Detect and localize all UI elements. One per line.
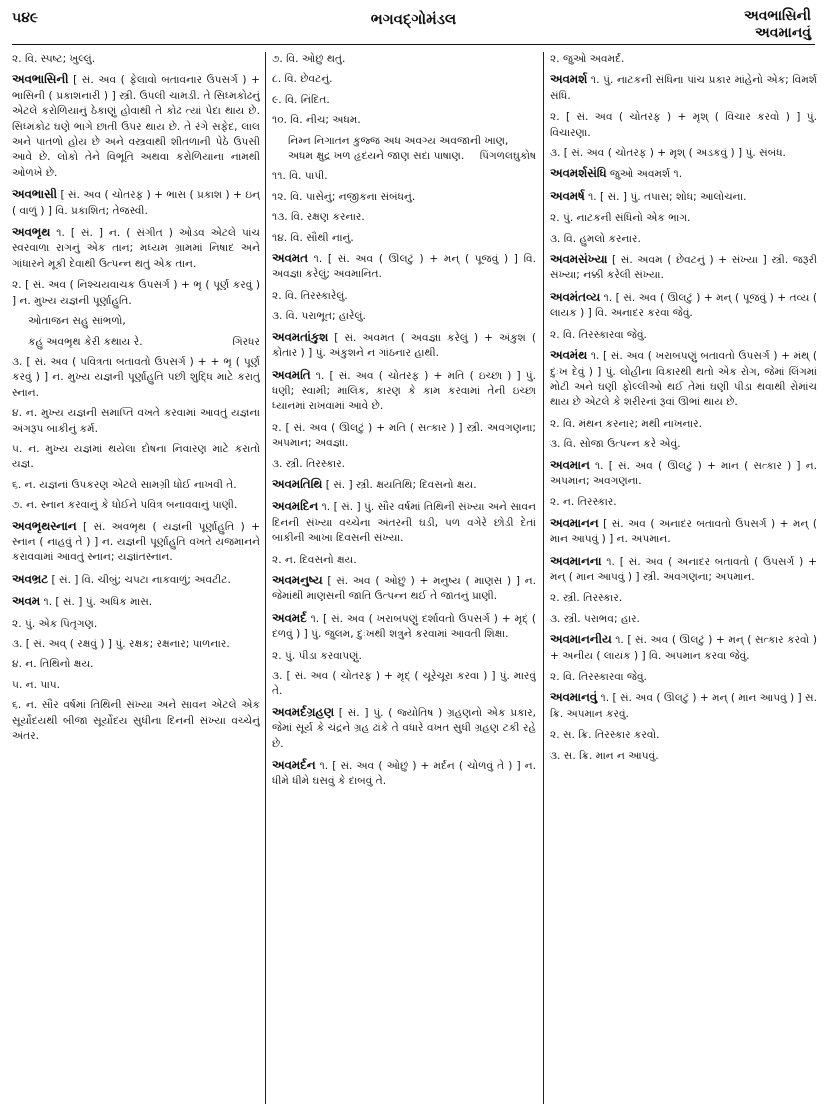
definition-text: ૧૩. વિ. રક્ષણ કરનાર. [272,211,365,224]
entry-sense [550,670,817,685]
definition-text: [ સં. અવમત ( અવજ્ઞા કરેલું ) + અંકુશ ( કોંતાર ) ] પું. અંકુશને ન ગાંઠનાર હાથી. [272,331,536,360]
column-left [12,52,260,1104]
entry-sense [12,657,260,672]
entry-sense [12,678,260,693]
entry-sense [272,649,536,664]
definition-text: ૨. વિ. સ્પષ્ટ; ખુલ્લું. [12,53,96,65]
definition-text: ૩. સ્ત્રી. તિરસ્કાર. [272,457,346,470]
quotation [12,314,260,329]
definition-text: [ સં. અવમ ( છેવટનું ) + સંખ્યા ] સ્ત્રી. જરૂરી સંખ્યા; નક્કી કરેલી સંખ્યા. [550,254,817,282]
definition-text: ૧. [ સં. અવ ( ચોતરફ ) + મતિ ( ઇચ્છા ) ] પું. ધણી; સ્વામી; માલિક, કારણ કે કામ કરવામાં તેની ઇચ્છા ધ્યાનમાં રાખવામાં આવે છે. [272,369,536,413]
entry-sense [550,146,817,161]
definition-text: ૧૪. વિ. સૌથી નાનું. [272,231,354,244]
entry-sense [272,113,536,128]
entry-sense [12,278,260,309]
guide-words [744,8,811,42]
headword: અવભૃથ [12,225,51,240]
entry-sense [12,698,260,744]
entry-sense [272,309,536,324]
headword: અવમ [12,594,41,609]
definition-text: ૩. વિ. હુમલો કરનાર. [550,232,641,245]
definition-text: [ સં. અવ ( ફેલાવો બતાવનાર ઉપસર્ગ ) + ભાસિની ( પ્રકાશનારી ) ] સ્ત્રી. ઉપલી ચામડી. તે સિધ્મકોઢનું એટલે કરોળિયાનું ઠેકાણું હોવાથી તે કોઢ ત્યાં પેદા થાય છે. સિધ્મકોઢ ઘણે ભાગે છાતી ઉપર થાય છે. તે રંગે સફેદ, લાલ અને પાતળો હોય છે અને વસ્ત્રવાથી શીતળાની પેઠે ઉપસી આવે છે. લોકો તેને વિભૂતિ અથવા કરોળિયાના નામથી ઓળખે છે. [12,74,260,179]
entry-sense [12,355,260,401]
entry-sense [12,478,260,493]
definition-text: ૧. [ સં. અવ ( ઊલટું ) + મન્ ( પૂજવું ) + તવ્ય ( લાયક ) ] વિ. અનાદર કરવા જેવું. [550,291,817,320]
definition-text: ૨. [ સં. અવ ( ચોતરફ ) + મૃશ્ ( વિચાર કરવો ) ] પું. વિચારણા. [550,111,817,139]
headword: અવભાસિની [12,72,69,87]
headword: અવમતાંકુશ [272,329,329,344]
entry-sense [550,211,817,226]
entry-sense [272,421,536,452]
definition-text: ૨. પું. નાટકની સંધિનો એક ભાગ. [550,212,691,225]
page-header [12,4,815,48]
definition-text: જુઓ અવમર્શ ૧. [609,168,683,181]
guide-word-last: અવમાનવું [755,25,811,41]
headword: અવમાન [550,457,590,472]
definition-text: ૨. ન. દિવસનો ક્ષય. [272,553,357,566]
definition-text: ૨. વિ. તિરસ્કારેલું. [272,289,348,302]
guide-word-first: અવભાસિની [743,8,811,24]
dictionary-entry [550,690,817,722]
definition-text: ૨. પું. એક પિતૃગણ. [12,617,98,630]
headword: અવમદિન [272,499,319,514]
definition-text: ૧. [ સં. અવ ( અનાદર બતાવતો ( ઉપસર્ગ ) + મન્ ( માન આપવું ) ] સ્ત્રી. અવગણના; અપમાન. [550,555,817,583]
headword: અવમર્દન [272,758,316,773]
headword: અવમર્દ [272,610,307,625]
headword: અવમનુષ્ય [272,572,323,587]
definition-text: ૨. સ્ત્રી. તિરસ્કાર. [550,592,623,605]
definition-text: ૧. પું. નાટકની સંધિના પાંચ પ્રકાર માંહેનો એક; વિમર્શ સંધિ. [550,74,817,102]
page-title: ભગવદ્ગોમંડલ [370,10,457,28]
dictionary-entry [550,348,817,411]
definition-text: [ સં. અવ ( ચોતરફ ) + ભાસ ( પ્રકાશ ) + ઇન્ ( વાળું ) ] વિ. પ્રકાશિત; તેજસ્વી. [12,189,260,217]
definition-text: ૨. [ સં. અવ ( ઊલટું ) + મતિ ( સત્કાર ) ] સ્ત્રી. અવગણના; અપમાન; અવજ્ઞા. [272,421,536,450]
headword: અવભૃથસ્નાન [12,518,77,533]
definition-text: ૧૨. વિ. પાસેનું; નજીકના સંબંધનું. [272,190,416,203]
dictionary-entry [550,252,817,284]
definition-text: ૧. [ સં. અવ ( ખરાબપણું દર્શાવતો ઉપસર્ગ ) + મૃદ્ ( દળવું ) ] પું. જુલમ, દુઃખથી શત્રુને કરવામાં આવતી શિક્ષા. [272,612,536,641]
definition-text: [ સં. ] સ્ત્રી. ક્ષયતિથિ; દિવસનો ક્ષય. [325,478,477,491]
dictionary-entry [12,572,260,588]
dictionary-entry [272,705,536,752]
definition-text: ૯. વિ. નિંદિત. [272,93,330,106]
dictionary-entry [12,187,260,219]
dictionary-entry [272,477,536,493]
definition-text: ૧૧. વિ. પાપી. [272,170,328,183]
headword: અવમર્દગ્રહણ [272,704,335,719]
entry-sense [272,210,536,225]
column-right [550,52,817,1104]
entry-sense [12,617,260,632]
entry-sense [12,406,260,437]
definition-text: ૩. વિ. સોજા ઉત્પન્ન કરે એવું. [550,438,681,451]
headword: અવમસંખ્યા [550,252,608,267]
quotation [272,134,536,165]
entry-sense [550,328,817,343]
dictionary-entry [12,594,260,610]
headword: અવમર્શ [550,72,588,87]
entry-sense [550,591,817,606]
definition-text: ૩. સ્ત્રી. પરાભવ; હાર. [550,612,640,625]
entry-sense [272,52,536,67]
entry-sense [550,437,817,452]
definition-text: ૧. [ સં. ] પું. અધિક માસ. [43,596,153,609]
definition-text: નિમ્ન નિગાતન કુજ્જ અધ અવગ્ય અવજાની ખાણ, અધમ ક્ષુદ્ર ખળ હૃદયને જાણ સદા પાષાણ. [288,134,509,163]
definition-text: ૧. [ સં. ] પું. તપાસ; શોધ; આલોચના. [588,190,747,203]
definition-text: ૨. વિ. મંથન કરનાર; મથી નાખનાર. [550,417,702,430]
headword: અવમાનનીય [550,632,612,647]
entry-sense [550,417,817,432]
definition-text: [ સં. અવભૃથ ( યજ્ઞની પૂર્ણાહુતિ ) + સ્નાન ( નાહવું તે ) ] ન. યજ્ઞની પૂર્ણાહુતિ વખતે યજમાનને કરાવવામાં આવતું સ્નાન; યજ્ઞાંતસ્નાન. [12,520,260,564]
definition-text: ૧. [ સં. અવ ( ઓછું ) + મર્દન ( ચોળવું તે ) ] ન. ધીમે ધીમે ઘસવું કે દાબવું તે. [272,760,536,788]
headword: અવમંતવ્ય [550,289,601,304]
dictionary-entry [272,499,536,546]
dictionary-entry [550,516,817,548]
dictionary-entry [272,611,536,643]
headword: અવમર્ષ [550,188,585,203]
definition-text: ૨. વિ. તિરસ્કારવા જેવું. [550,671,647,683]
entry-sense [12,442,260,473]
definition-text: ૧. [ સં. અવ ( ઊલટું ) + માન ( સત્કાર ) ] ન. અપમાન; અવગણના. [550,459,817,487]
entry-sense [272,231,536,246]
definition-text: ૫. ન. મુખ્ય યજ્ઞમાં થયેલા દોષના નિવારણ માટે કરાતો યજ્ઞ. [12,442,260,471]
entry-sense [12,498,260,513]
column-divider-left [265,52,266,1104]
dictionary-entry [550,632,817,664]
definition-text: ૪. ન. તિથિનો ક્ષય. [12,658,94,671]
headword: અવમંથ [550,348,588,363]
definition-text: [ સં. ] પું. ( જ્યોતિષ ) ગ્રહણનો એક પ્રકાર, જેમાં સૂર્ય કે ચંદ્રને ગ્રહ ઢાંકે તે વધારે વખત સુધી ગ્રહણ ટકી રહે છે. [272,706,536,750]
columns [12,52,815,1104]
page-number: ૫૪૯ [12,10,39,26]
quotation-source: પિંગળલઘુકોષ [479,150,536,163]
header-rule [12,44,815,45]
headword: અવમતિથિ [272,476,323,491]
entry-sense [550,52,817,67]
definition-text: ૨. જુઓ અવમર્દ. [550,53,625,65]
definition-text: ૫. ન. પાપ. [12,678,61,691]
definition-text: ૬. ન. સૌર વર્ષમાં તિથિની સંખ્યા અને સાવન એટલે એક સૂર્યોદયથી બીજા સૂર્યોદય સુધીના દિનની સંખ્યા વચ્ચેનું અંતર. [12,699,260,743]
definition-text: [ સં. અવ ( અનાદર બતાવતો ઉપસર્ગ ) + મન્ ( માન આપવું ) ] ન. અપમાન. [550,517,817,546]
entry-sense [272,190,536,205]
dictionary-entry [272,573,536,605]
definition-text: ૧. [ સં. અવ ( ઊલટું ) + મન્ ( સત્કાર કરવો ) + અનીય ( લાયક ) ] વિ. અપમાન કરવા જેવું. [550,634,817,662]
definition-text: ૧. [ સં. ] ન. ( સંગીત ) ઓડવ એટલે પાંચ સ્વરવાળા રાગનું એક તાન; મધ્યમ ગ્રામમાં નિષાદ અને ગાંધારને મૂકી દેવાથી ઉત્પન્ન થતું એક તાન. [12,227,260,270]
headword: અવભ્રટ [12,571,49,586]
definition-text: ૩. સ. ક્રિ. માન ન આપવું. [550,749,659,762]
definition-text: [ સં. ] વિ. ચીબું; ચપટા નાકવાળું; અવટીટ. [51,573,231,586]
dictionary-entry [12,72,260,181]
dictionary-entry [550,166,817,182]
entry-sense [550,612,817,627]
definition-text: કહું અવભૃથ કેરી કથાય રે. [28,335,143,348]
entry-sense [550,749,817,764]
entry-sense [272,669,536,700]
entry-sense [272,289,536,304]
quotation-source: ગિરધર [232,335,260,348]
headword: અવમાનવું [550,690,598,705]
entry-sense [272,553,536,568]
entry-sense [12,52,260,67]
definition-text: ૩. વિ. પરાભૂત; હારેલું. [272,310,366,323]
dictionary-entry [550,554,817,586]
definition-text: ઓતાજન સહુ સાંભળો, [28,315,126,328]
dictionary-entry [550,290,817,322]
definition-text: ૬. ન. યજ્ઞનાં ઉપકરણ એટલે સામગ્રી ધોઈ નાખવી તે. [12,478,237,491]
dictionary-entry [272,330,536,362]
definition-text: ૨. પું. પીડા કરવાપણું. [272,649,362,662]
definition-text: ૩. [ સં. અવ્ ( રક્ષવું ) ] પું. રક્ષક; રક્ષનાર; પાળનાર. [12,638,230,650]
headword: અવભાસી [12,187,58,202]
column-middle [272,52,536,1104]
definition-text: ૨. ન. તિરસ્કાર. [550,496,617,509]
definition-text: ૪. ન. મુખ્ય યજ્ઞની સમાપ્તિ વખતે કરવામાં આવતું યજ્ઞના અંગરૂપ બાકીનું કર્મ. [12,407,260,435]
entry-sense [550,232,817,247]
definition-text: ૩. [ સં. અવ ( ચોતરફ ) + મૃશ્ ( અડકવું ) ] પું. સંબંધ. [550,147,786,160]
dictionary-entry [272,368,536,415]
column-divider-right [543,52,544,1104]
definition-text: ૨. સ. ક્રિ. તિરસ્કાર કરવો. [550,729,660,742]
headword: અવમર્શસંધિ [550,166,607,181]
definition-text: ૨. [ સં. અવ ( નિશ્ચયવાચક ઉપસર્ગ ) + ભૃ ( પૂર્ણ કરવું ) ] ન. મુખ્ય યજ્ઞની પૂર્ણાહુતિ. [12,279,260,307]
definition-text: ૧. [ સં. અવ ( ઊલટું ) + મન્ ( માન આપવું ) ] સ. ક્રિ. અપમાન કરવું. [550,692,817,720]
entry-sense [550,495,817,510]
dictionary-entry [12,519,260,566]
headword: અવમાનન [550,515,599,530]
definition-text: ૧. [ સં. ] પું. સૌર વર્ષમાં તિથિની સંખ્યા અને સાવન દિનની સંખ્યા વચ્ચેના અંતરની ઘડી, પળ વગેરે છોડી દેતાં બાકીની આખા દિવસની સંખ્યા. [272,501,536,545]
definition-text: ૨. વિ. તિરસ્કારવા જેવું. [550,328,647,341]
dictionary-entry [550,458,817,490]
entry-sense [272,72,536,87]
definition-text: ૭. ન. સ્નાન કરવાનું કે ધોઈને પવિત્ર બનાવવાનું પાણી. [12,499,238,512]
definition-text: [ સં. અવ ( ઓછું ) + મનુષ્ય ( માણસ ) ] ન. જેમાંથી માણસની જાતિ ઉત્પન્ન થઈ તે જાતનું પ્રાણી. [272,574,536,603]
entry-sense [12,637,260,652]
headword: અવમત [272,251,308,266]
headword: અવમતિ [272,367,311,382]
entry-sense [550,728,817,743]
definition-text: ૧૦. વિ. નીચ; અધમ. [272,114,361,127]
definition-text: ૩. [ સં. અવ ( પવિત્રતા બતાવતો ઉપસર્ગ ) + + ભૃ ( પૂર્ણ કરવું ) ] ન. મુખ્ય યજ્ઞની પૂર્ણાહુતિ પછી શુદ્ધિ માટે કરાતું સ્નાન. [12,355,260,399]
dictionary-entry [550,72,817,104]
dictionary-entry [12,225,260,272]
dictionary-entry [272,758,536,790]
dictionary-entry [272,251,536,283]
entry-sense [272,457,536,472]
definition-text: ૩. [ સં. અવ ( ચોતરફ ) + મૃદ્ ( ચૂરેચૂરા કરવા ) ] પું. મારવું તે. [272,670,536,698]
definition-text: ૮. વિ. છેવટનું. [272,73,333,86]
entry-sense [272,93,536,108]
dictionary-entry [550,189,817,205]
quotation [12,335,260,350]
definition-text: ૭. વિ. ઓછું થતું. [272,53,346,65]
entry-sense [272,169,536,184]
definition-text: ૧. [ સં. અવ ( ઊલટું ) + મન્ ( પૂજવું ) ] વિ. અવજ્ઞા કરેલું; અવમાનિત. [272,253,536,281]
headword: અવમાનના [550,553,602,568]
definition-text: ૧. [ સં. અવ ( ખરાબપણું બતાવતો ઉપસર્ગ ) + મંથ્ ( દુઃખ દેવું ) ] પું. લોહીના વિકારથી થતો એક રોગ, જેમાં લિંગમાં મોટી અને ઘણી ફોલ્લીઓ થઈ તેમાં ઘણી પીડા થવાથી રોમાંચ થાય છે એટલે કે શરીરનાં રૂવાં ઊભાં થાય છે. [550,350,817,409]
entry-sense [550,110,817,141]
